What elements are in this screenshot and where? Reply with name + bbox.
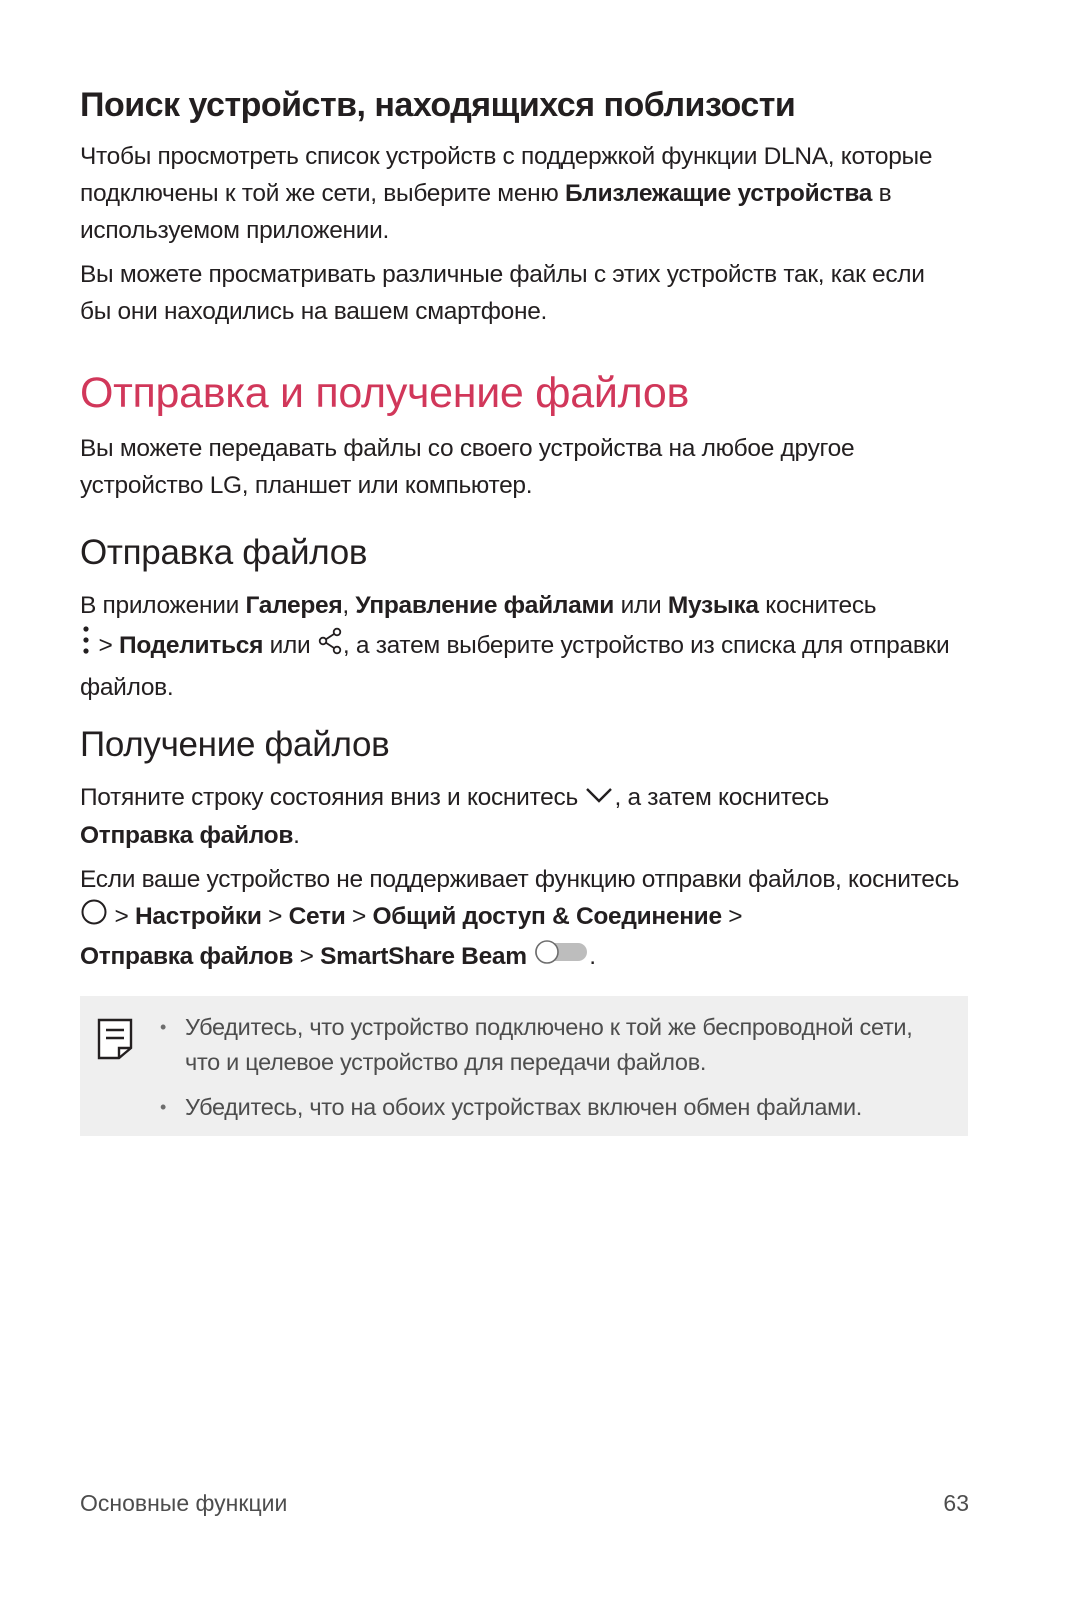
note-item: • Убедитесь, что устройство подключено к той же беспроводной сети, что и целевое устройство для передачи файлов.: [160, 1010, 920, 1080]
paragraph-send: В приложении Галерея, Управление файлами или Музыка коснитесь > Поделиться или , а затем выберите устройство из списка для отправки файлов.: [80, 592, 950, 701]
note-item: • Убедитесь, что на обоих устройствах включен обмен файлами.: [160, 1090, 920, 1125]
page-number: 63: [943, 1490, 969, 1516]
home-circle-icon: [80, 898, 108, 937]
chevron-down-icon: [584, 780, 614, 817]
share-icon: [317, 627, 343, 666]
paragraph-receive-2: Если ваше устройство не поддерживает функцию отправки файлов, коснитесь > Настройки > Сети > Общий доступ & Соединение > Отправка файлов > SmartShare Beam .: [80, 861, 960, 978]
note-box: [80, 996, 968, 1136]
paragraph-nearby-2: Вы можете просматривать различные файлы с этих устройств так, как если бы они находились на вашем смартфоне.: [80, 261, 925, 325]
paragraph-intro: Вы можете передавать файлы со своего устройства на любое другое устройство LG, планшет или компьютер.: [80, 435, 855, 499]
menu-nearby-devices: Близлежащие устройства: [565, 180, 873, 207]
toggle-switch-icon: [533, 937, 589, 978]
paragraph-nearby-1: Чтобы просмотреть список устройств с поддержкой функции DLNA, которые подключены к той же сети, выберите меню Близлежащие устройства в используемом приложении.: [80, 143, 933, 244]
footer-section-name: Основные функции: [80, 1490, 288, 1516]
note-list: [160, 1010, 920, 1125]
paragraph-receive-1: Потяните строку состояния вниз и коснитесь , а затем коснитесь Отправка файлов.: [80, 779, 960, 854]
page-title: Отправка и получение файлов: [80, 369, 690, 417]
more-vert-icon: [80, 624, 92, 669]
section-heading-nearby: Поиск устройств, находящихся поблизости: [80, 86, 796, 124]
subheading-receive: Получение файлов: [80, 725, 390, 764]
subheading-send: Отправка файлов: [80, 533, 368, 572]
note-icon: [97, 1018, 135, 1065]
